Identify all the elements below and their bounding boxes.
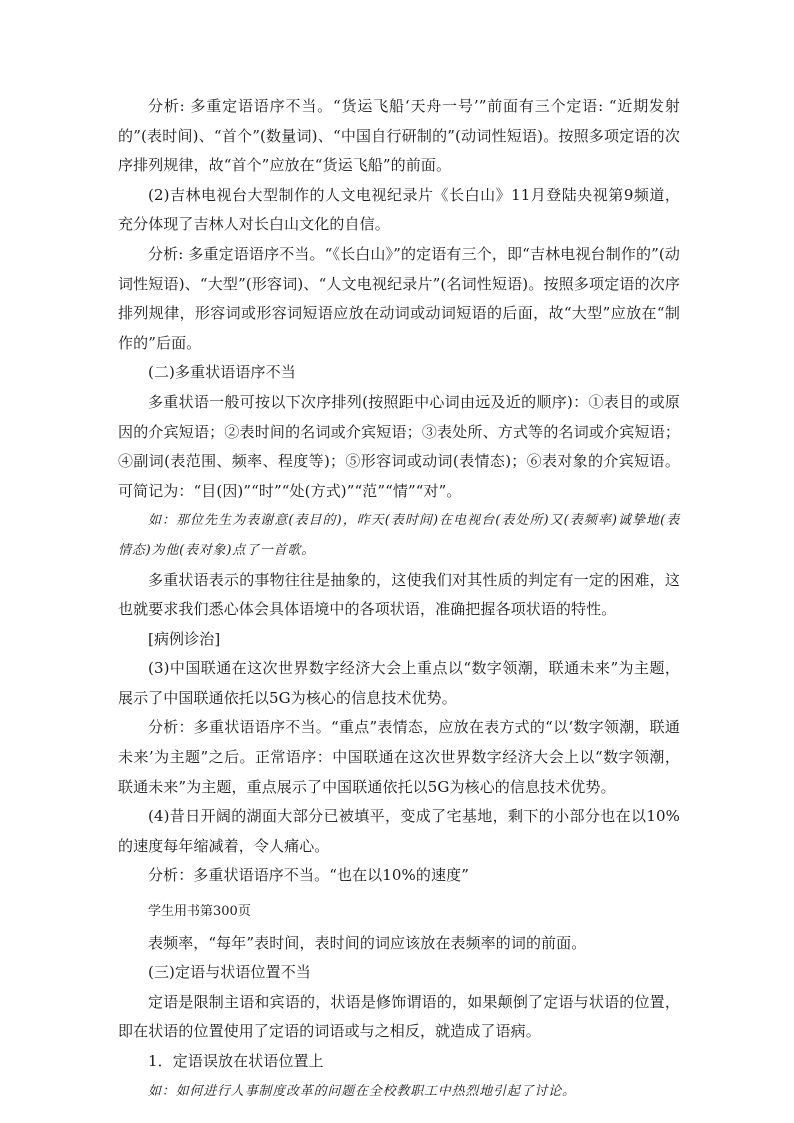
case-diagnosis-label: [病例诊治] xyxy=(148,629,221,648)
adverbial-order-rule: 多重状语一般可按以下次序排列(按照距中心词由远及近的顺序)：①表目的或原因的介宾短语；②表时间的名词或介宾短语；③表处所、方式等的名词或介宾短语；④副词(表范围、频率、程度等)；⑤形容词或动词(表情态)；⑥表对象的介宾短语。可简记为：“目(因)”“时”“处(方式)”“范”“情”“对”。 xyxy=(118,392,680,500)
section-heading-adverbial-order: (二)多重状语语序不当 xyxy=(148,363,296,382)
example-sentence-2: (2)吉林电视台大型制作的人文电视纪录片《长白山》11月登陆央视第9频道，充分体现了吉林人对长白山文化的自信。 xyxy=(118,185,680,234)
position-explanation: 定语是限制主语和宾语的，状语是修饰谓语的，如果颠倒了定语与状语的位置，即在状语的位置使用了定语的词语或与之相反，就造成了语病。 xyxy=(118,992,680,1041)
subheading-attributive-misplaced: 1．定语误放在状语位置上 xyxy=(148,1052,324,1070)
analysis-paragraph-4-start: 分析：多重状语语序不当。“也在以10%的速度” xyxy=(148,866,469,885)
document-page xyxy=(118,92,680,1106)
adverbial-explanation: 多重状语表示的事物往往是抽象的，这使我们对其性质的判定有一定的困难，这也就要求我们悉心体会具体语境中的各项状语，准确把握各项状语的特性。 xyxy=(118,570,680,619)
example-sentence-4: (4)昔日开阔的湖面大部分已被填平，变成了宅基地，剩下的小部分也在以10%的速度每年缩减着，令人痛心。 xyxy=(118,807,680,855)
example-sentence-3: (3)中国联通在这次世界数字经济大会上重点以“数字领潮，联通未来”为主题，展示了中国联通依托以5G为核心的信息技术优势。 xyxy=(118,659,680,707)
section-heading-position: (三)定语与状语位置不当 xyxy=(148,963,311,982)
analysis-paragraph-2: 分析: 多重定语语序不当。“《长白山》”的定语有三个，即“吉林电视台制作的”(动词性短语)、“大型”(形容词)、“人文电视纪录片”(名词性短语)。按照多项定语的次序排列规律，形容词或形容词短语应放在动词或动词短语的后面，故“大型”应放在“制作的”后面。 xyxy=(118,244,680,352)
analysis-paragraph-1: 分析: 多重定语语序不当。“货运飞船‘天舟一号’”前面有三个定语: “近期发射的”(表时间)、“首个”(数量词)、“中国自行研制的”(动词性短语)。按照多项定语的次序排列规律，故“首个”应放在“货运飞船”的前面。 xyxy=(118,97,680,175)
page-reference: 学生用书第300页 xyxy=(148,904,251,920)
adverbial-example: 如：那位先生为表谢意(表目的)，昨天(表时间)在电视台(表处所)又(表频率)诚挚地(表情态)为他(表对象)点了一首歌。 xyxy=(118,513,680,558)
analysis-paragraph-3: 分析：多重状语语序不当。“重点”表情态，应放在表方式的“以‘数字领潮，联通未来’为主题”之后。正常语序：中国联通在这次世界数字经济大会上以“数字领潮，联通未来”为主题，重点展示了中国联通依托以5G为核心的信息技术优势。 xyxy=(118,718,680,796)
misplaced-example: 如：如何进行人事制度改革的问题在全校教职工中热烈地引起了讨论。 xyxy=(148,1083,576,1099)
analysis-paragraph-4-end: 表频率，“每年”表时间，表时间的词应该放在表频率的词的前面。 xyxy=(148,933,587,952)
